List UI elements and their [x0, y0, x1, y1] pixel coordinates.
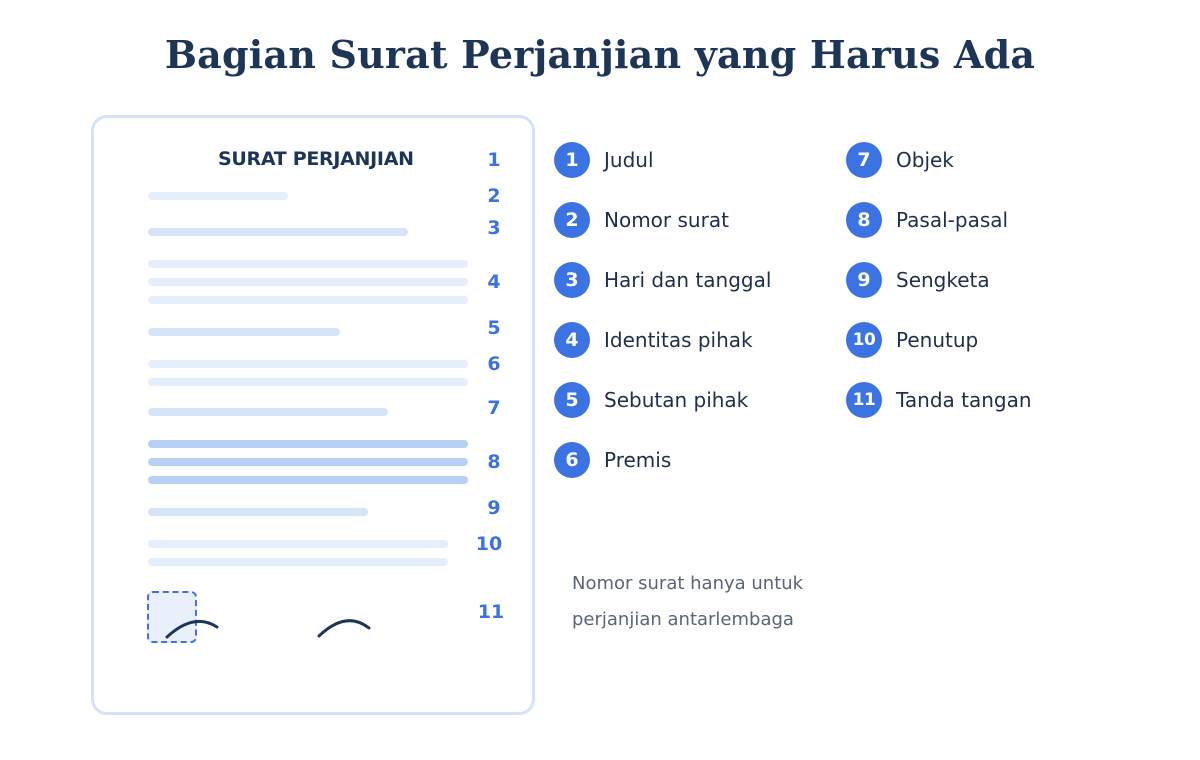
- legend-badge: 5: [554, 382, 590, 418]
- legend-label: Pasal-pasal: [896, 208, 1009, 232]
- legend-item-sebutan-pihak: [554, 382, 748, 418]
- legend-label: Hari dan tanggal: [604, 268, 772, 292]
- legend-item-judul: [554, 142, 654, 178]
- legend-item-nomor-surat: [554, 202, 729, 238]
- legend-label: Sebutan pihak: [604, 388, 749, 412]
- legend-item-identitas-pihak: [554, 322, 753, 358]
- doc-marker-11: 11: [477, 601, 505, 623]
- legend-item-pasal-pasal: [846, 202, 1008, 238]
- legend-badge: 6: [554, 442, 590, 478]
- footnote-line-1: Nomor surat hanya untuk: [572, 573, 804, 594]
- legend-item-penutup: [846, 322, 978, 358]
- legend-item-hari-tanggal: [554, 262, 771, 298]
- legend-label: Identitas pihak: [604, 328, 753, 352]
- footnote: [572, 566, 872, 638]
- doc-marker-8: 8: [487, 451, 501, 473]
- legend-badge: 8: [846, 202, 882, 238]
- doc-marker-2: 2: [487, 185, 501, 207]
- diagram-title: Bagian Surat Perjanjian yang Harus Ada: [164, 32, 1036, 77]
- legend-label: Penutup: [896, 328, 979, 352]
- doc-marker-6: 6: [487, 353, 501, 375]
- legend-label: Nomor surat: [604, 208, 729, 232]
- legend-item-tanda-tangan: [846, 382, 1032, 418]
- legend-item-sengketa: [846, 262, 990, 298]
- doc-marker-9: 9: [487, 497, 501, 519]
- signature-stroke-icon: [167, 621, 217, 637]
- legend-badge: 11: [846, 382, 882, 418]
- legend-badge: 10: [846, 322, 882, 358]
- legend-badge: 1: [554, 142, 590, 178]
- legend-label: Objek: [896, 148, 954, 172]
- document-heading: SURAT PERJANJIAN: [218, 148, 414, 170]
- legend-badge: 4: [554, 322, 590, 358]
- doc-marker-10: 10: [475, 533, 503, 555]
- legend-label: Sengketa: [896, 268, 990, 292]
- legend-item-objek: [846, 142, 954, 178]
- doc-marker-5: 5: [487, 317, 501, 339]
- legend-badge: 2: [554, 202, 590, 238]
- doc-marker-1: 1: [487, 149, 501, 171]
- signature-stroke-icon: [319, 621, 369, 636]
- legend-badge: 9: [846, 262, 882, 298]
- legend-label: Judul: [604, 148, 654, 172]
- doc-marker-3: 3: [487, 217, 501, 239]
- doc-marker-7: 7: [487, 397, 501, 419]
- legend-item-premis: [554, 442, 671, 478]
- legend-label: Premis: [604, 448, 672, 472]
- doc-marker-4: 4: [487, 271, 501, 293]
- legend-badge: 7: [846, 142, 882, 178]
- legend-badge: 3: [554, 262, 590, 298]
- footnote-line-2: perjanjian antarlembaga: [572, 609, 794, 630]
- legend-label: Tanda tangan: [896, 388, 1032, 412]
